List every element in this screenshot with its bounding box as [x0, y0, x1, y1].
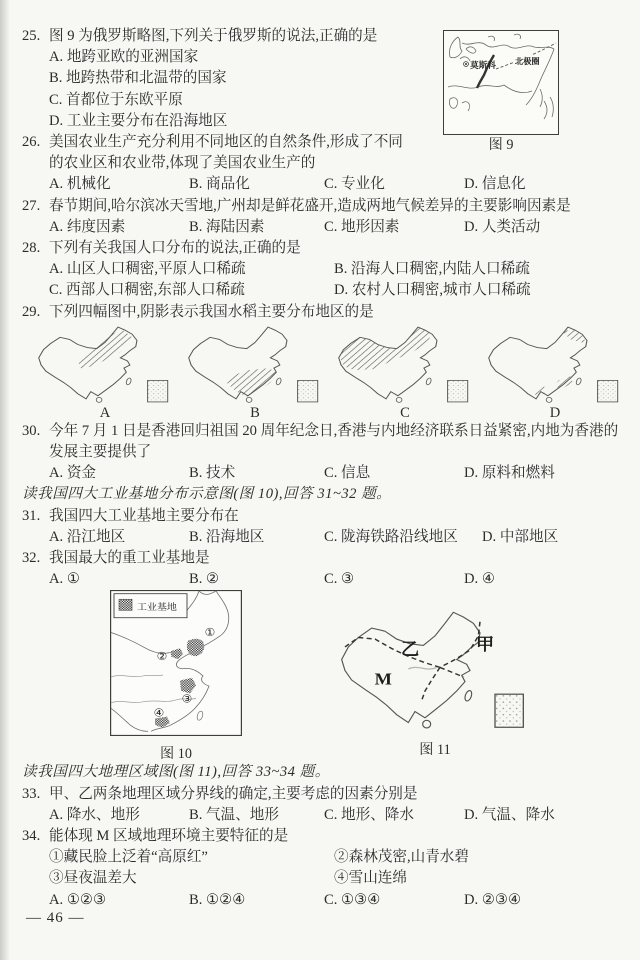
question-33-number: 33. [22, 785, 41, 802]
question-25-option-c: C. 首都位于东欧平原 [49, 91, 183, 108]
question-34-option-a: A. ①②③ [49, 891, 107, 908]
rice-map-b [184, 323, 326, 421]
figure-9-russia-map [443, 30, 559, 155]
question-28-option-b: B. 沿海人口稠密,内陆人口稀疏 [334, 261, 530, 278]
legend-label: 工业基地 [137, 602, 177, 614]
question-32-option-c: C. ③ [324, 571, 355, 588]
rice-map-a-svg [34, 323, 176, 405]
question-29 [22, 302, 622, 323]
question-27-option-d: D. 人类活动 [464, 218, 541, 235]
question-30 [22, 421, 622, 485]
rice-map-d [484, 323, 626, 421]
question-33-option-d: D. 气温、降水 [464, 806, 555, 823]
question-25-option-d: D. 工业主要分布在沿海地区 [49, 112, 228, 129]
question-28-stem: 下列有关我国人口分布的说法,正确的是 [49, 240, 301, 257]
question-28-number: 28. [22, 240, 41, 257]
rice-option-maps [22, 323, 622, 421]
question-30-option-a: A. 资金 [49, 465, 97, 482]
russia-map [444, 31, 558, 123]
rice-map-b-svg [184, 323, 326, 405]
figure-10-industrial-bases-map [110, 590, 242, 763]
question-27 [22, 196, 622, 238]
question-32-number: 32. [22, 550, 41, 567]
figure-11-regions-map [335, 606, 535, 759]
rice-map-d-svg [484, 323, 626, 405]
question-33-option-a: A. 降水、地形 [49, 806, 140, 823]
hainan-island [423, 721, 431, 729]
shaded-region [340, 327, 431, 370]
question-34-item-1: ①藏民脸上泛着“高原红” [49, 849, 208, 866]
rice-map-c [334, 323, 476, 421]
figure-10-caption: 图 10 [160, 745, 192, 762]
marker-3: ③ [181, 694, 193, 707]
question-33 [22, 784, 622, 826]
question-33-stem: 甲、乙两条地理区域分界线的确定,主要考虑的因素分别是 [49, 785, 418, 802]
question-27-option-a: A. 纬度因素 [49, 218, 126, 235]
rice-map-c-label: C [400, 404, 410, 421]
question-31-option-b: B. 沿海地区 [189, 528, 265, 545]
instruction-31-32: 读我国四大工业基地分布示意图(图 10),回答 31~32 题。 [22, 486, 392, 503]
rice-map-b-label: B [250, 404, 260, 421]
question-31-number: 31. [22, 507, 41, 524]
south-china-sea-inset [598, 380, 618, 402]
question-34 [22, 826, 622, 911]
question-25-stem: 图 9 为俄罗斯略图,下列关于俄罗斯的说法,正确的是 [49, 28, 378, 44]
marker-1: ① [204, 628, 216, 640]
question-26-option-c: C. 专业化 [324, 176, 385, 193]
question-32-stem: 我国最大的重工业基地是 [49, 550, 210, 567]
question-26-option-a: A. 机械化 [49, 176, 111, 193]
figure-9-caption: 图 9 [488, 137, 514, 154]
legend-swatch [119, 600, 132, 611]
taiwan-island [464, 690, 473, 702]
shaded-region [562, 329, 586, 343]
question-26-option-d: D. 信息化 [464, 176, 526, 193]
question-31-option-d: D. 中部地区 [482, 528, 559, 545]
rice-map-a-label: A [99, 404, 111, 421]
question-26-number: 26. [22, 134, 41, 151]
question-34-item-2: ②森林茂密,山青水碧 [334, 849, 469, 866]
question-32-option-d: D. ④ [464, 571, 495, 588]
boundary-line-south [422, 668, 440, 701]
question-31-option-a: A. 沿江地区 [49, 528, 126, 545]
question-28-option-d: D. 农村人口稠密,城市人口稀疏 [334, 282, 531, 299]
rice-map-c-svg [334, 323, 476, 405]
label-m: M [374, 669, 392, 690]
question-26-option-b: B. 商品化 [189, 176, 250, 193]
question-32 [22, 548, 622, 590]
question-34-number: 34. [22, 828, 41, 845]
question-34-stem: 能体现 M 区域地理环境主要特征的是 [49, 828, 289, 845]
russia-map-frame [443, 30, 559, 135]
label-yi: 乙 [400, 639, 420, 660]
question-29-number: 29. [22, 303, 41, 320]
figures-10-11-row [22, 590, 622, 762]
question-30-number: 30. [22, 422, 41, 439]
question-27-stem: 春节期间,哈尔滨冰天雪地,广州却是鲜花盛开,造成两地气候差异的主要影响因素是 [49, 197, 571, 214]
question-29-stem: 下列四幅图中,阴影表示我国水稻主要分布地区的是 [49, 303, 374, 320]
moscow-label: 莫斯科 [470, 60, 496, 70]
figure-11-caption: 图 11 [419, 741, 451, 758]
question-31 [22, 506, 622, 548]
shaded-region [78, 329, 134, 369]
china-regions-map [335, 606, 535, 732]
question-30-stem: 今年 7 月 1 日是香港回归祖国 20 周年纪念日,香港与内地经济联系日益紧密,内地为香港的发展主要提供了 [49, 422, 619, 461]
south-china-sea-inset [448, 380, 468, 402]
question-31-option-c: C. 陇海铁路沿线地区 [324, 528, 458, 545]
rice-map-a [34, 323, 176, 421]
arctic-circle-label: 北极圈 [515, 57, 540, 66]
boundary-line-yi [345, 638, 440, 668]
china-industry-map [110, 590, 242, 736]
question-31-stem: 我国四大工业基地主要分布在 [49, 507, 239, 524]
river-line [408, 668, 436, 670]
south-china-sea-inset [298, 380, 318, 402]
instruction-33-34: 读我国四大地理区域图(图 11),回答 33~34 题。 [22, 764, 330, 781]
question-25-option-a: A. 地跨亚欧的亚洲国家 [49, 49, 199, 66]
question-33-option-b: B. 气温、地形 [189, 806, 279, 823]
question-28-option-a: A. 山区人口稠密,平原人口稀疏 [49, 261, 246, 278]
moscow-dot [465, 63, 467, 65]
question-28-option-c: C. 西部人口稠密,东部人口稀疏 [49, 282, 245, 299]
boundary-line-east [440, 668, 463, 677]
page-number: — 46 — [26, 910, 85, 926]
question-30-option-c: C. 信息 [324, 465, 371, 482]
question-27-number: 27. [22, 197, 41, 214]
question-30-option-d: D. 原料和燃料 [464, 465, 555, 482]
question-34-item-3: ③昼夜温差大 [49, 870, 137, 887]
south-china-sea-inset [495, 695, 523, 728]
south-china-sea-inset [148, 380, 168, 402]
question-32-option-a: A. ① [49, 571, 80, 588]
question-34-option-c: C. ①③④ [324, 891, 381, 908]
question-33-option-c: C. 地形、降水 [324, 806, 414, 823]
question-27-option-c: C. 地形因素 [324, 218, 400, 235]
rice-map-d-label: D [549, 404, 561, 421]
question-34-item-4: ④雪山连绵 [334, 870, 407, 887]
marker-2: ② [156, 652, 168, 664]
question-26-stem: 美国农业生产充分利用不同地区的自然条件,形成了不同的农业区和农业带,体现了美国农业生产的 [49, 134, 403, 172]
question-25-option-b: B. 地跨热带和北温带的国家 [49, 70, 227, 87]
question-28 [22, 238, 622, 302]
question-27-option-b: B. 海陆因素 [189, 218, 265, 235]
question-34-option-b: B. ①②④ [189, 891, 246, 908]
question-25-number: 25. [22, 28, 41, 44]
question-32-option-b: B. ② [189, 571, 220, 588]
question-30-option-b: B. 技术 [189, 465, 236, 482]
marker-4: ④ [153, 708, 165, 720]
label-jia: 甲 [475, 635, 495, 655]
question-34-option-d: D. ②③④ [464, 891, 522, 908]
